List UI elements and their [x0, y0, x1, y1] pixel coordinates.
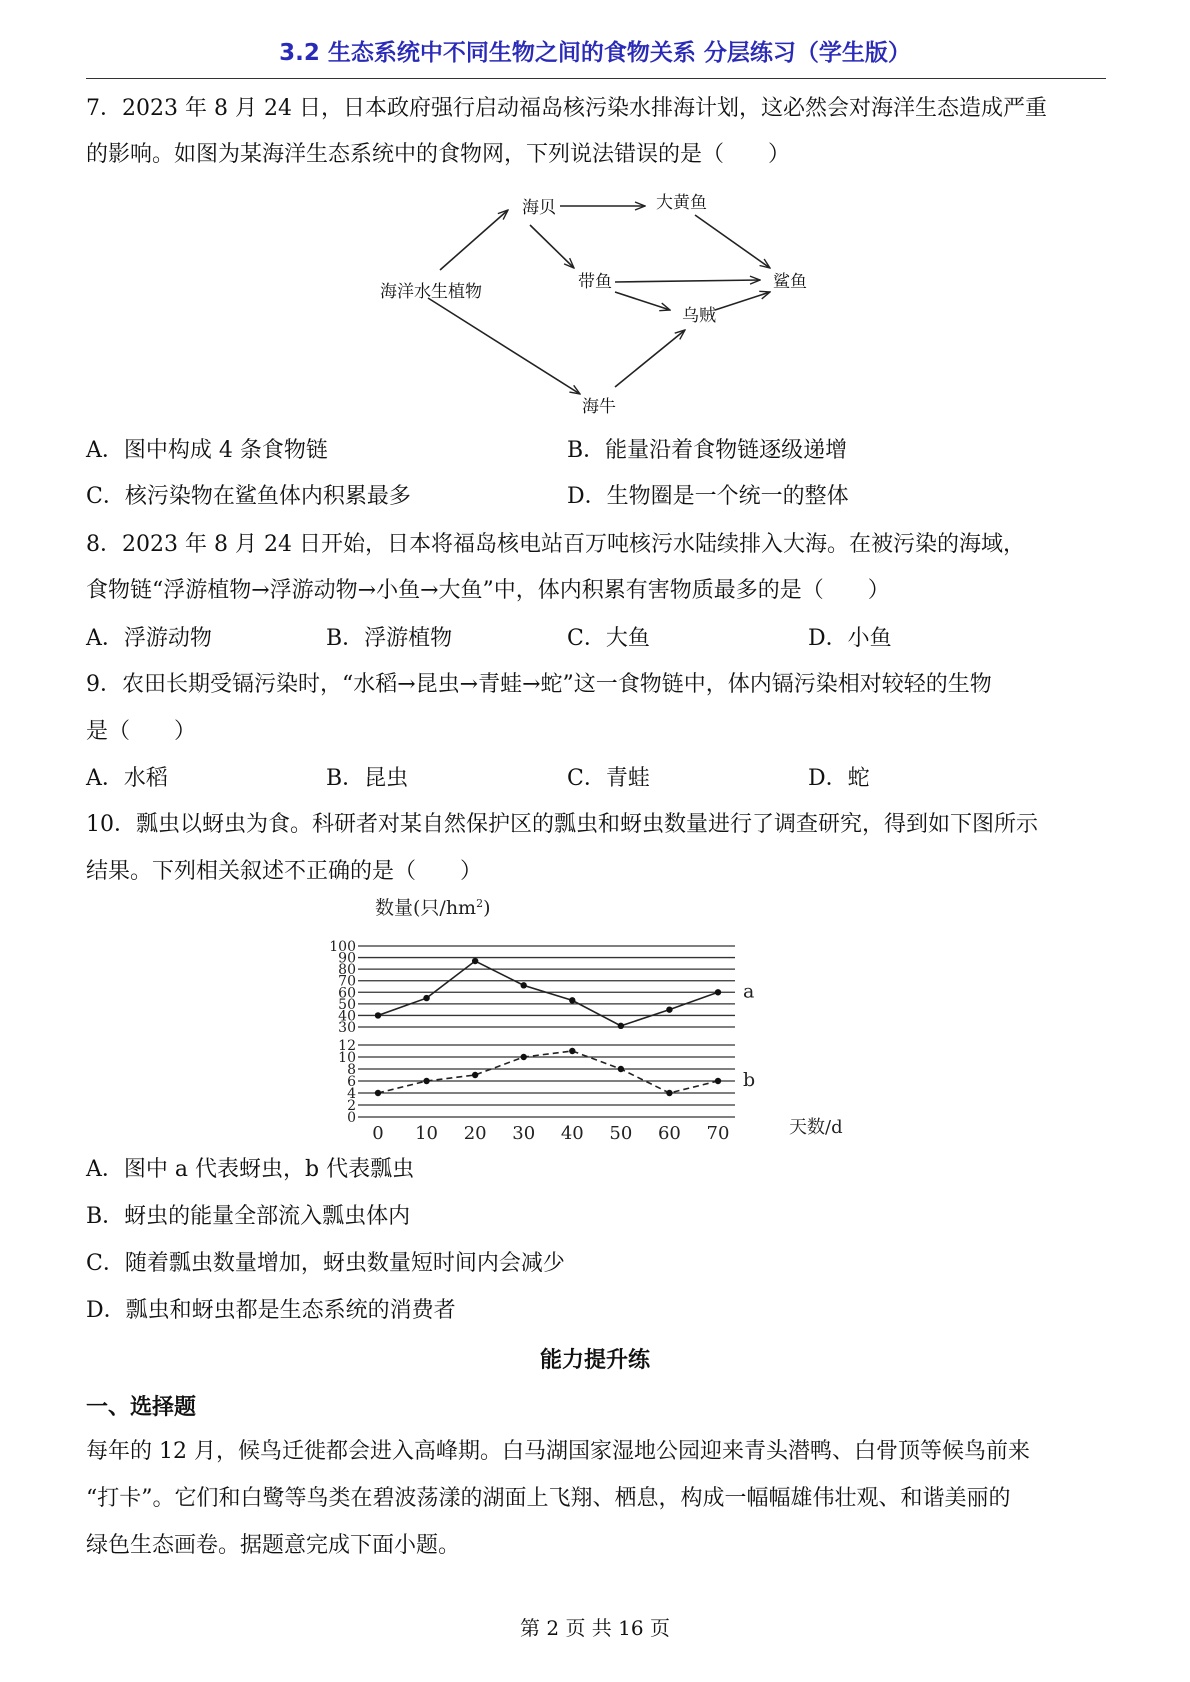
arrow-squid-shark [715, 292, 770, 310]
q7-option-b: B．能量沿着食物链逐级递增 [567, 438, 848, 463]
node-seacow: 海牛 [582, 397, 616, 417]
data-point-a [618, 1023, 624, 1029]
x-tick-label: 40 [560, 1123, 584, 1144]
section-title: 能力提升练 [539, 1348, 650, 1373]
y-tick-label-upper: 80 [338, 962, 356, 979]
node-squid: 乌贼 [682, 306, 716, 326]
x-tick-label: 20 [463, 1123, 487, 1144]
y-tick-label-upper: 90 [338, 950, 356, 967]
q7-option-d: D．生物圈是一个统一的整体 [567, 484, 849, 509]
q9-option-b: B．昆虫 [326, 766, 409, 791]
data-point-b [618, 1066, 624, 1072]
x-tick-label: 30 [512, 1123, 536, 1144]
chart-ticks-lower [338, 1038, 356, 1126]
node-plant: 海洋水生植物 [380, 282, 482, 302]
y-tick-label-upper: 40 [338, 1008, 356, 1025]
data-point-b [666, 1090, 672, 1096]
y-tick-label-upper: 100 [329, 939, 356, 955]
passage-line2: “打卡”。它们和白鹭等鸟类在碧波荡漾的湖面上飞翔、栖息，构成一幅幅雄伟壮观、和谐美丽的 [86, 1486, 1011, 1511]
chart-ylabel: 数量(只/hm [375, 897, 477, 919]
q8-option-d: D．小鱼 [808, 626, 892, 651]
q10-line2: 结果。下列相关叙述不正确的是（ ） [86, 859, 483, 884]
q10-option-c: C．随着瓢虫数量增加，蚜虫数量短时间内会减少 [86, 1251, 565, 1276]
series-line-a [378, 961, 718, 1026]
x-tick-label: 10 [415, 1123, 439, 1144]
chart-ticks-upper [329, 939, 356, 1036]
header-rule [86, 78, 1106, 79]
q7-line1: 7．2023 年 8 月 24 日，日本政府强行启动福岛核污染水排海计划，这必然会对海洋生态造成严重 [86, 96, 1047, 121]
arrow-plant-shellfish [440, 210, 508, 270]
data-point-b [569, 1048, 575, 1054]
data-point-a [666, 1006, 672, 1012]
q7-option-c: C．核污染物在鲨鱼体内积累最多 [86, 484, 411, 509]
chart-x-ticks [372, 1123, 729, 1144]
q9-option-c: C．青蛙 [567, 766, 650, 791]
node-shellfish: 海贝 [522, 198, 556, 218]
data-point-b [472, 1072, 478, 1078]
y-tick-label-upper: 70 [338, 973, 356, 990]
node-yellowfish: 大黄鱼 [656, 193, 707, 213]
y-tick-label-upper: 30 [338, 1020, 356, 1036]
y-tick-label-lower: 8 [347, 1062, 356, 1078]
page-header-title: 3.2 生态系统中不同生物之间的食物关系 分层练习（学生版） [279, 40, 911, 66]
y-tick-label-lower: 12 [338, 1038, 356, 1054]
arrow-hairtail-squid [615, 292, 670, 310]
x-tick-label: 50 [609, 1123, 633, 1144]
x-tick-label: 60 [657, 1123, 681, 1144]
node-hairtail: 带鱼 [578, 272, 612, 292]
q10-option-b: B．蚜虫的能量全部流入瓢虫体内 [86, 1204, 411, 1229]
data-point-a [715, 989, 721, 995]
x-tick-label: 70 [706, 1123, 730, 1144]
q9-option-d: D．蛇 [808, 766, 870, 791]
q7-option-a: A．图中构成 4 条食物链 [86, 438, 328, 463]
section-heading: 一、选择题 [86, 1395, 197, 1420]
series-label-a: a [743, 980, 755, 1003]
q10-line1: 10．瓢虫以蚜虫为食。科研者对某自然保护区的瓢虫和蚜虫数量进行了调查研究，得到如下图所示 [86, 812, 1038, 837]
data-point-b [375, 1090, 381, 1096]
q10-option-d: D．瓢虫和蚜虫都是生态系统的消费者 [86, 1298, 456, 1323]
y-tick-label-lower: 2 [347, 1098, 356, 1114]
q9-line1: 9．农田长期受镉污染时，“水稻→昆虫→青蛙→蛇”这一食物链中，体内镉污染相对较轻的生物 [86, 672, 992, 697]
q9-option-a: A．水稻 [86, 766, 168, 791]
arrow-yellowfish-shark [695, 215, 770, 268]
food-web-diagram [360, 180, 830, 425]
passage-line1: 每年的 12 月，候鸟迁徙都会进入高峰期。白马湖国家湿地公园迎来青头潜鸭、白骨顶等候鸟前来 [86, 1439, 1030, 1464]
chart-grid-lower [358, 1045, 735, 1117]
y-tick-label-lower: 6 [347, 1074, 356, 1090]
q8-line2: 食物链“浮游植物→浮游动物→小鱼→大鱼”中，体内积累有害物质最多的是（ ） [86, 578, 890, 603]
data-point-a [569, 997, 575, 1003]
q8-option-b: B．浮游植物 [326, 626, 453, 651]
data-point-b [423, 1078, 429, 1084]
chart-grid-upper [358, 946, 735, 1027]
q10-option-a: A．图中 a 代表蚜虫，b 代表瓢虫 [86, 1157, 415, 1182]
y-tick-label-lower: 0 [347, 1110, 356, 1126]
q8-option-a: A．浮游动物 [86, 626, 212, 651]
y-tick-label-lower: 10 [338, 1050, 356, 1066]
page-footer: 第 2 页 共 16 页 [520, 1616, 670, 1640]
q8-option-c: C．大鱼 [567, 626, 650, 651]
y-tick-label-upper: 50 [338, 996, 356, 1013]
q8-line1: 8．2023 年 8 月 24 日开始，日本将福岛核电站百万吨核污水陆续排入大海。在被污染的海域， [86, 532, 1025, 557]
data-point-a [472, 958, 478, 964]
arrow-shellfish-hairtail [530, 225, 574, 268]
arrow-seacow-squid [615, 330, 685, 387]
y-tick-label-upper: 60 [338, 985, 356, 1002]
chart-ylabel-superscript: 2 [476, 897, 484, 910]
arrow-plant-seacow [428, 298, 580, 394]
y-tick-label-lower: 4 [347, 1086, 356, 1102]
data-point-a [521, 982, 527, 988]
arrow-hairtail-shark [615, 280, 760, 282]
data-point-b [521, 1054, 527, 1060]
passage-line3: 绿色生态画卷。据题意完成下面小题。 [86, 1533, 461, 1558]
x-tick-label: 0 [372, 1123, 384, 1144]
series-label-b: b [743, 1069, 756, 1091]
data-point-b [715, 1078, 721, 1084]
chart-xlabel: 天数/d [789, 1117, 843, 1138]
population-line-chart [329, 892, 860, 1144]
q7-line2: 的影响。如图为某海洋生态系统中的食物网，下列说法错误的是（ ） [86, 142, 791, 167]
q9-line2: 是（ ） [86, 719, 197, 744]
node-shark: 鲨鱼 [773, 272, 807, 292]
data-point-a [375, 1012, 381, 1018]
data-point-a [423, 995, 429, 1001]
chart-ylabel-end: ) [483, 897, 491, 919]
svg-text:数量(只/hm2) [375, 897, 491, 919]
